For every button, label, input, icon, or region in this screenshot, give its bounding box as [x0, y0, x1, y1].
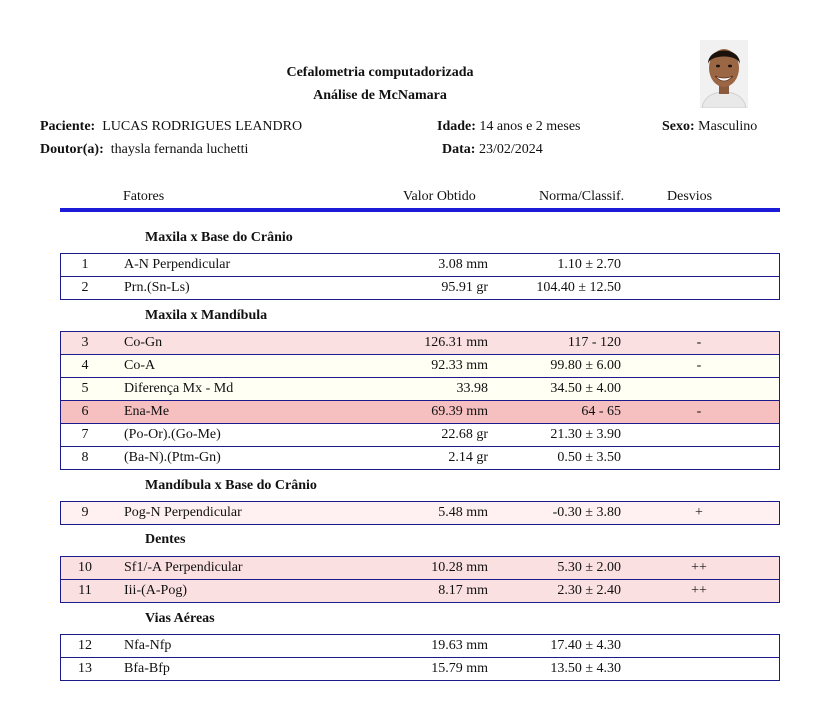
table-row	[61, 502, 779, 524]
row-norm: 1.10 ± 2.70	[557, 257, 621, 272]
row-number: 7	[81, 427, 89, 442]
row-deviation: +	[695, 505, 703, 520]
section-vias-aereas	[60, 634, 780, 681]
row-deviation: -	[696, 358, 702, 373]
date-value: 23/02/2024	[478, 142, 543, 157]
age-value: 14 anos e 2 meses	[479, 119, 581, 134]
row-norm: 2.30 ± 2.40	[557, 583, 621, 598]
report-subtitle: Análise de McNamara	[313, 88, 447, 103]
row-factor: Diferença Mx - Md	[124, 381, 234, 396]
row-value: 19.63 mm	[431, 638, 488, 653]
header-deviation: Desvios	[667, 189, 713, 204]
table-row	[61, 377, 779, 400]
table-row	[61, 332, 779, 354]
doctor-label: Doutor(a):	[40, 142, 104, 157]
table-row	[61, 635, 779, 657]
row-value: 69.39 mm	[431, 404, 488, 419]
date-label: Data:	[442, 142, 476, 157]
row-factor: Iii-(A-Pog)	[124, 583, 187, 598]
row-factor: Ena-Me	[124, 404, 170, 419]
doctor-name: thaysla fernanda luchetti	[110, 142, 249, 157]
section-maxila-base	[60, 253, 780, 300]
row-factor: Pog-N Perpendicular	[124, 505, 242, 520]
row-factor: Prn.(Sn-Ls)	[124, 280, 190, 295]
table-row	[61, 423, 779, 446]
row-number: 13	[78, 661, 92, 676]
row-deviation: ++	[691, 560, 707, 575]
row-norm: 64 - 65	[581, 404, 621, 419]
row-value: 2.14 gr	[448, 450, 488, 465]
row-norm: 13.50 ± 4.30	[550, 661, 621, 676]
patient-name: LUCAS RODRIGUES LEANDRO	[102, 119, 303, 134]
sex-line	[662, 119, 757, 135]
row-number: 2	[81, 280, 89, 295]
row-value: 92.33 mm	[431, 358, 488, 373]
row-factor: Sf1/-A Perpendicular	[124, 560, 243, 575]
row-value: 10.28 mm	[431, 560, 488, 575]
row-number: 6	[81, 404, 89, 419]
section-title-mandibula-base: Mandíbula x Base do Crânio	[145, 478, 317, 493]
row-deviation: -	[696, 335, 702, 350]
patient-line	[40, 119, 302, 135]
row-factor: Nfa-Nfp	[124, 638, 172, 653]
section-title-dentes: Dentes	[145, 532, 186, 547]
table-row	[61, 276, 779, 299]
row-factor: Co-Gn	[124, 335, 163, 350]
row-norm: 0.50 ± 3.50	[557, 450, 621, 465]
table-row	[61, 400, 779, 423]
row-number: 4	[81, 358, 89, 373]
row-value: 22.68 gr	[441, 427, 488, 442]
row-number: 3	[81, 335, 89, 350]
table-row	[61, 557, 779, 579]
report-title: Cefalometria computadorizada	[286, 65, 474, 80]
row-value: 3.08 mm	[438, 257, 488, 272]
table-row	[61, 657, 779, 680]
row-number: 1	[81, 257, 89, 272]
row-value: 15.79 mm	[431, 661, 488, 676]
header-norm: Norma/Classif.	[539, 189, 625, 204]
row-number: 8	[81, 450, 89, 465]
row-norm: 99.80 ± 6.00	[550, 358, 621, 373]
table-row	[61, 446, 779, 469]
row-deviation: ++	[691, 583, 707, 598]
table-row	[61, 579, 779, 602]
age-label: Idade:	[437, 119, 476, 134]
row-number: 11	[78, 583, 92, 598]
row-factor: (Po-Or).(Go-Me)	[124, 427, 221, 442]
row-norm: -0.30 ± 3.80	[552, 505, 621, 520]
row-number: 12	[78, 638, 92, 653]
row-factor: (Ba-N).(Ptm-Gn)	[124, 450, 221, 465]
row-number: 10	[78, 560, 92, 575]
row-norm: 5.30 ± 2.00	[557, 560, 621, 575]
section-mandibula-base	[60, 501, 780, 525]
section-title-maxila-base: Maxila x Base do Crânio	[145, 230, 293, 245]
row-norm: 17.40 ± 4.30	[550, 638, 621, 653]
row-norm: 34.50 ± 4.00	[550, 381, 621, 396]
row-number: 5	[81, 381, 89, 396]
section-dentes	[60, 556, 780, 603]
section-maxila-mandibula	[60, 331, 780, 470]
row-value: 8.17 mm	[438, 583, 488, 598]
doctor-line	[40, 142, 248, 158]
table-row	[61, 254, 779, 276]
header-rule	[60, 208, 780, 212]
table-row	[61, 354, 779, 377]
row-norm: 104.40 ± 12.50	[536, 280, 621, 295]
row-value: 126.31 mm	[424, 335, 488, 350]
header-factors: Fatores	[123, 189, 165, 204]
row-value: 33.98	[456, 381, 488, 396]
row-factor: Bfa-Bfp	[124, 661, 170, 676]
row-deviation: -	[696, 404, 702, 419]
sex-value: Masculino	[698, 119, 758, 134]
section-title-maxila-mandibula: Maxila x Mandíbula	[145, 308, 268, 323]
patient-photo-image	[700, 40, 748, 108]
patient-label: Paciente:	[40, 119, 96, 134]
row-factor: A-N Perpendicular	[124, 257, 231, 272]
header-value: Valor Obtido	[403, 189, 476, 204]
patient-photo	[700, 40, 748, 108]
age-line	[437, 119, 581, 135]
row-value: 95.91 gr	[441, 280, 488, 295]
sex-label: Sexo:	[662, 119, 695, 134]
row-number: 9	[81, 505, 89, 520]
section-title-vias-aereas: Vias Aéreas	[145, 611, 215, 626]
row-norm: 21.30 ± 3.90	[550, 427, 621, 442]
row-factor: Co-A	[124, 358, 156, 373]
row-value: 5.48 mm	[438, 505, 488, 520]
row-norm: 117 - 120	[567, 335, 621, 350]
date-line	[442, 142, 543, 158]
